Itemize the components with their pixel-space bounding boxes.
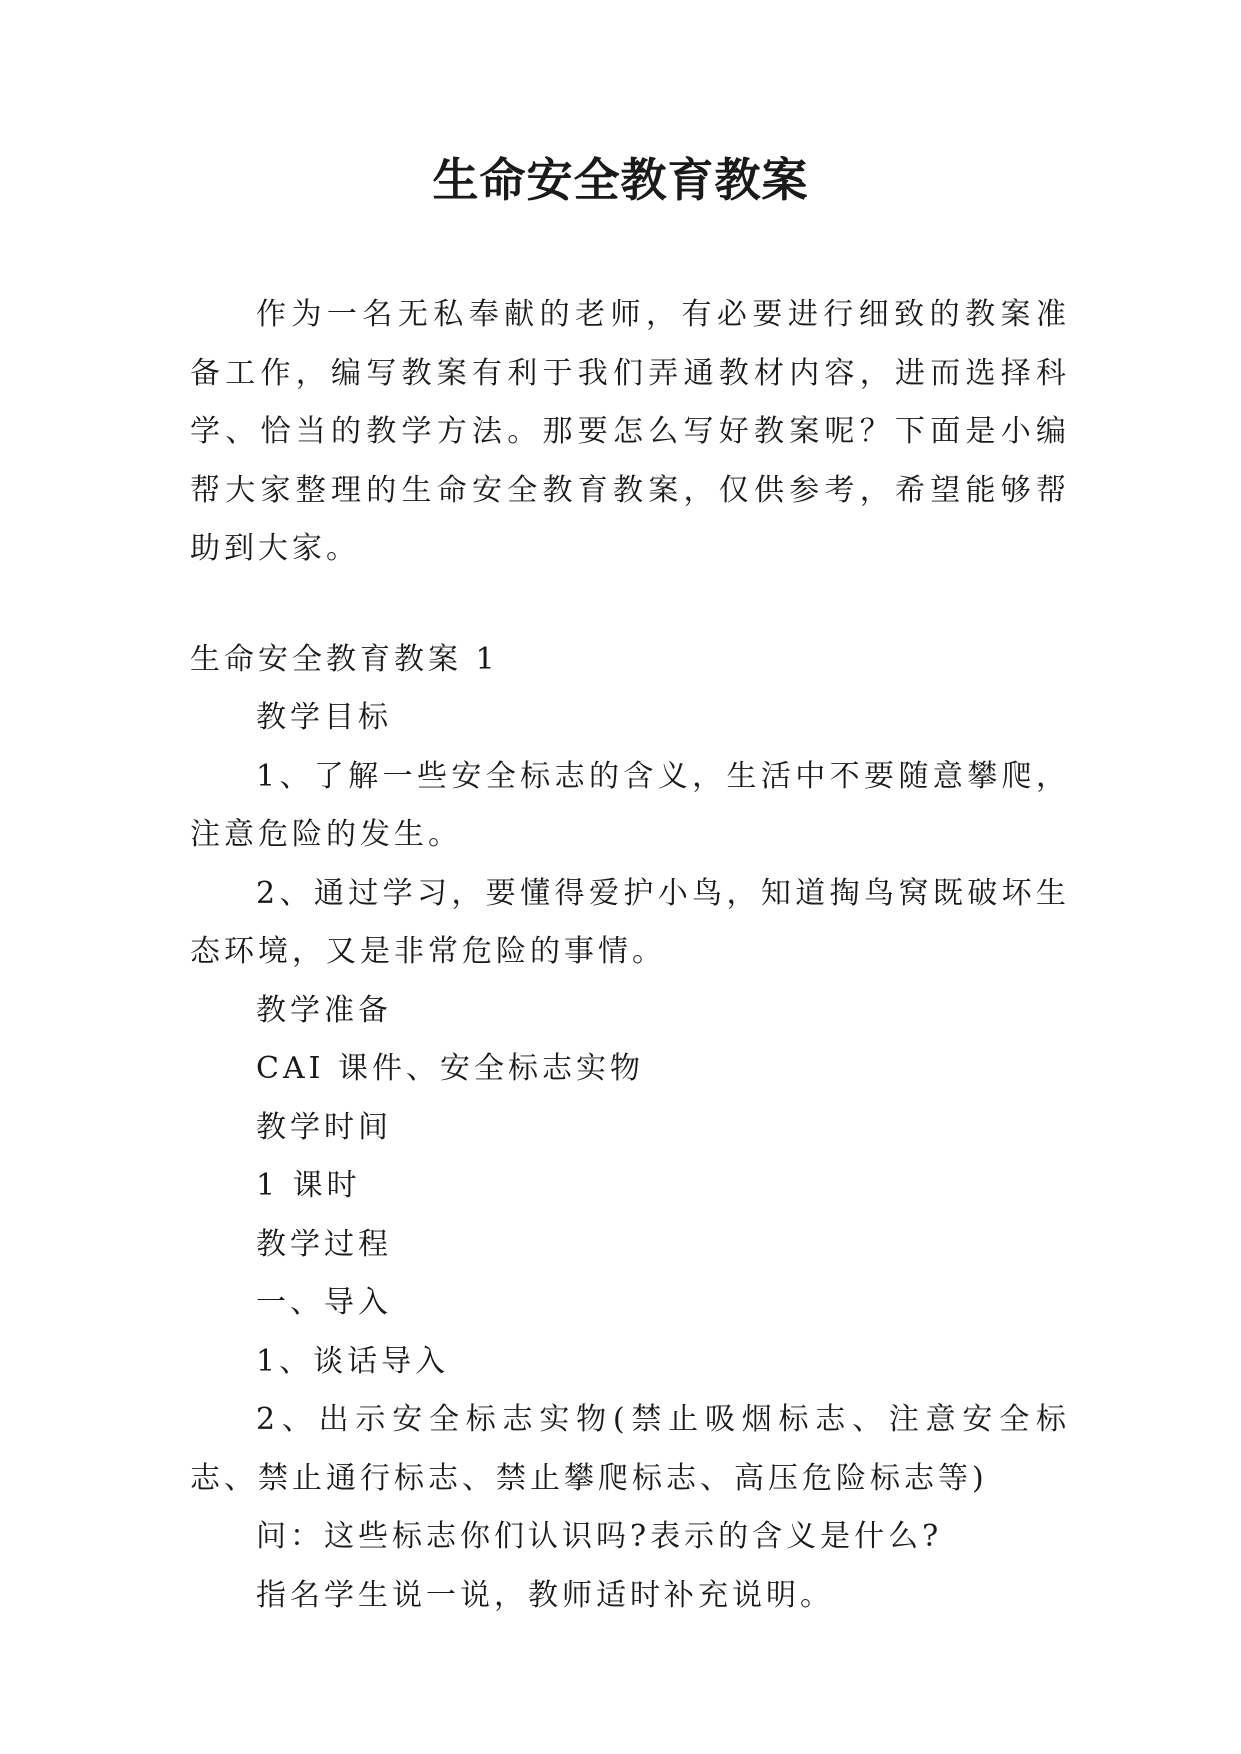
paragraph-preparation-heading: 教学准备 [256, 992, 392, 1028]
document-body [190, 286, 1070, 1625]
paragraph-step-2: 2、出示安全标志实物(禁止吸烟标志、注意安全标志、禁止通行标志、禁止攀爬标志、高压危险标志等) [190, 1402, 1070, 1496]
paragraph-discussion: 指名学生说一说，教师适时补充说明。 [256, 1577, 834, 1613]
paragraph-time: 1 课时 [256, 1168, 361, 1203]
section-title: 生命安全教育教案 1 [190, 641, 499, 677]
paragraph-time-heading: 教学时间 [256, 1109, 392, 1145]
paragraph-teaching-goals-heading: 教学目标 [256, 700, 392, 735]
paragraph-step-1: 1、谈话导入 [256, 1343, 450, 1379]
paragraph-preparation: CAI 课件、安全标志实物 [256, 1051, 645, 1086]
paragraph-process-heading: 教学过程 [256, 1226, 392, 1262]
paragraph-goal-2: 2、通过学习，要懂得爱护小鸟，知道掏鸟窝既破坏生态环境，又是非常危险的事情。 [190, 875, 1070, 969]
document-title: 生命安全教育教案 [432, 153, 809, 207]
intro-paragraph: 作为一名无私奉献的老师，有必要进行细致的教案准备工作，编写教案有利于我们弄通教材内容，进而选择科学、恰当的教学方法。那要怎么写好教案呢？下面是小编帮大家整理的生命安全教育教案，仅供参考，希望能够帮助到大家。 [190, 297, 1070, 566]
paragraph-goal-1: 1、了解一些安全标志的含义，生活中不要随意攀爬，注意危险的发生。 [190, 758, 1070, 852]
paragraph-intro-step: 一、导入 [256, 1285, 392, 1320]
paragraph-question: 问：这些标志你们认识吗?表示的含义是什么? [256, 1519, 943, 1554]
